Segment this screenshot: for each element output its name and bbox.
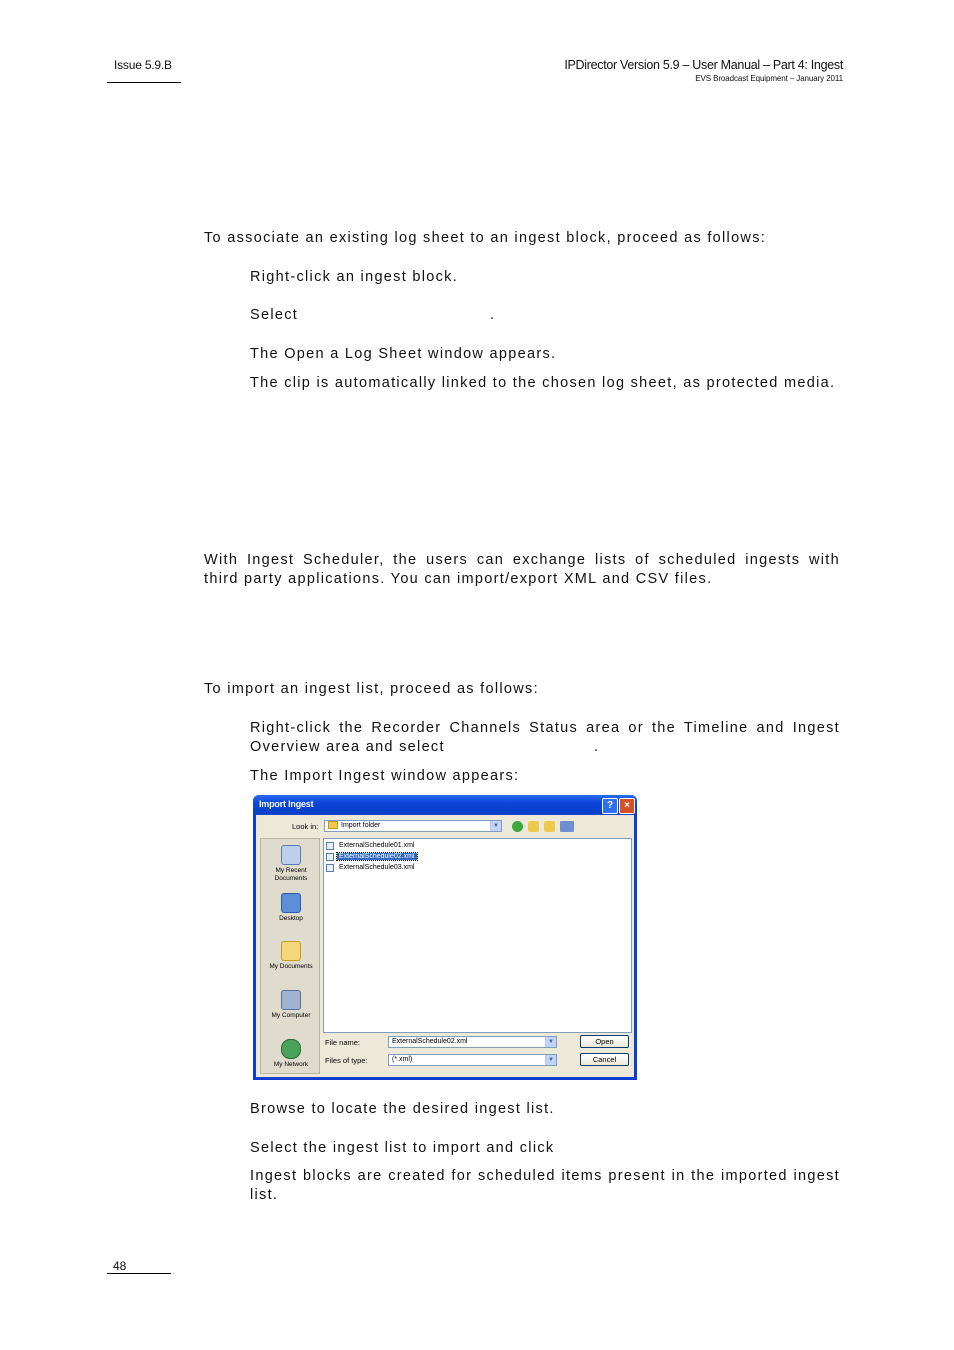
section3-step1-line2-prefix: Overview area and select [250, 739, 445, 755]
section3-result2-line2: list. [250, 1187, 279, 1203]
folder-icon [328, 821, 338, 829]
dialog-title-bar [253, 795, 637, 815]
section3-intro: To import an ingest list, proceed as follows: [204, 681, 539, 697]
section1-step1: Right-click an ingest block. [250, 269, 459, 285]
place-desktop[interactable]: Desktop [261, 893, 321, 923]
back-icon[interactable] [512, 821, 523, 832]
chevron-down-icon[interactable]: ▼ [545, 1055, 556, 1065]
section3-step3: Select the ingest list to import and click [250, 1140, 555, 1156]
place-my-network[interactable]: My Network [261, 1039, 321, 1069]
header-rule-left [107, 82, 181, 83]
section1-result2: The clip is automatically linked to the chosen log sheet, as protected media. [250, 375, 836, 391]
section2-para-line2: third party applications. You can import/export XML and CSV files. [204, 571, 713, 587]
section3-step2: Browse to locate the desired ingest list. [250, 1101, 555, 1117]
document-title: IPDirector Version 5.9 – User Manual – Part 4: Ingest [564, 58, 843, 72]
file-item[interactable]: ExternalSchedule01.xml [326, 841, 417, 851]
section3-step1-line1: Right-click the Recorder Channels Status area or the Timeline and Ingest [250, 720, 840, 736]
section2-para-line1: With Ingest Scheduler, the users can exchange lists of scheduled ingests with [204, 552, 840, 568]
view-menu-icon[interactable] [560, 821, 574, 832]
look-in-value: Import folder [341, 822, 381, 829]
my-computer-icon [281, 990, 301, 1010]
document-subtitle: EVS Broadcast Equipment – January 2011 [695, 74, 843, 83]
footer-rule [107, 1273, 171, 1274]
my-network-icon [281, 1039, 301, 1059]
section3-step1-line2-suffix: . [594, 739, 600, 755]
chevron-down-icon[interactable]: ▼ [545, 1037, 556, 1047]
file-list[interactable] [323, 838, 632, 1033]
file-name-field[interactable]: ExternalSchedule02.xml ▼ [388, 1036, 557, 1048]
place-my-documents[interactable]: My Documents [261, 941, 321, 971]
section3-result2-line1: Ingest blocks are created for scheduled items present in the imported ingest [250, 1168, 840, 1184]
issue-label: Issue 5.9.B [114, 58, 172, 72]
section1-result1: The Open a Log Sheet window appears. [250, 346, 557, 362]
look-in-label: Look in: [292, 822, 319, 831]
places-bar [260, 838, 320, 1074]
desktop-icon [281, 893, 301, 913]
help-icon[interactable]: ? [602, 798, 618, 814]
file-type-select[interactable]: (*.xml) ▼ [388, 1054, 557, 1066]
page-number: 48 [113, 1259, 127, 1273]
my-documents-icon [281, 941, 301, 961]
xml-file-icon [326, 853, 334, 861]
section1-step2-suffix: . [490, 307, 496, 323]
look-in-combo[interactable] [324, 820, 502, 832]
recent-documents-icon [281, 845, 301, 865]
dialog-title: Import Ingest [259, 799, 314, 809]
place-recent-documents[interactable]: My Recent Documents [261, 845, 321, 883]
file-item-selected[interactable]: ExternalSchedule02.xml [326, 852, 417, 862]
section1-step2-prefix: Select [250, 307, 299, 323]
place-my-computer[interactable]: My Computer [261, 990, 321, 1020]
dialog-body [256, 815, 634, 1077]
import-ingest-dialog [253, 795, 637, 1080]
close-icon[interactable]: × [619, 798, 635, 814]
xml-file-icon [326, 842, 334, 850]
section3-result1: The Import Ingest window appears: [250, 768, 520, 784]
section1-intro: To associate an existing log sheet to an ingest block, proceed as follows: [204, 230, 767, 246]
file-item[interactable]: ExternalSchedule03.xml [326, 863, 417, 873]
open-button[interactable]: Open [580, 1035, 629, 1048]
chevron-down-icon[interactable]: ▼ [490, 821, 501, 831]
file-type-label: Files of type: [325, 1056, 368, 1065]
file-name-label: File name: [325, 1038, 361, 1047]
xml-file-icon [326, 864, 334, 872]
new-folder-icon[interactable] [544, 821, 555, 832]
up-folder-icon[interactable] [528, 821, 539, 832]
cancel-button[interactable]: Cancel [580, 1053, 629, 1066]
